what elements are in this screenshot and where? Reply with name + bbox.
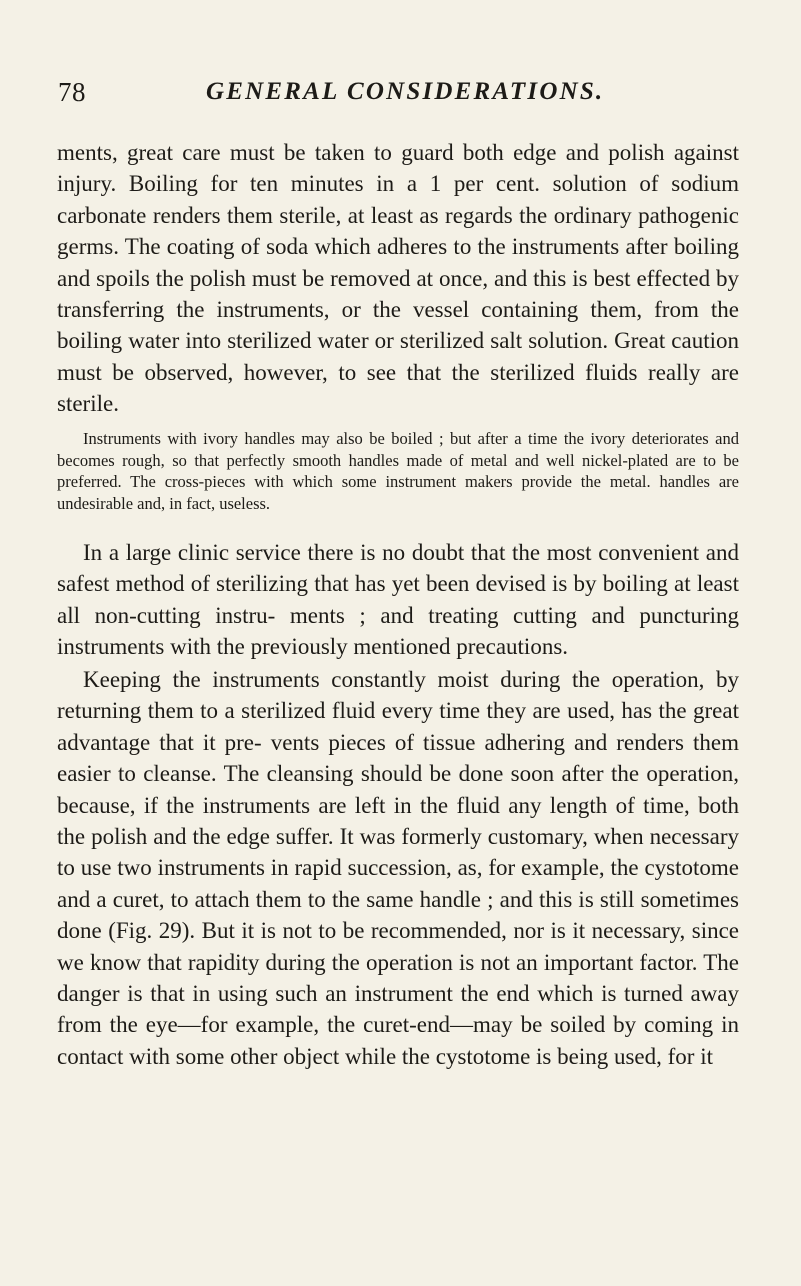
page-number: 78	[58, 77, 86, 107]
paragraph-clinic-method: In a large clinic service there is no doubt that the most convenient and safest method of sterilizing that has yet been devised is by boiling at least all non-cutting instru- ments ; and treating cutting and puncturing instruments with the previously mentioned precautions.	[57, 540, 739, 660]
running-head	[58, 76, 748, 108]
running-title: GENERAL CONSIDERATIONS.	[206, 78, 605, 105]
paragraph-sterilization-boiling: ments, great care must be taken to guard both edge and polish against injury. Boiling for ten minutes in a 1 per cent. solution of sodium carbonate renders them sterile, at least as regards the ordinary pathogenic germs. The coating of soda which adheres to the instruments after boiling and spoils the polish must be removed at once, and this is best effected by transferring the instruments, or the vessel containing them, from the boiling water into sterilized water or sterilized salt solution. Great caution must be observed, however, to see that the sterilized fluids really are sterile.	[57, 140, 739, 417]
paragraph-ivory-handles-note: Instruments with ivory handles may also be boiled ; but after a time the ivory deteriorates and becomes rough, so that perfectly smooth handles made of metal and well nickel-plated are to be preferred. The cross-pieces with which some instrument makers provide the metal. handles are undesirable and, in fact, useless.	[57, 429, 739, 513]
paragraph-keeping-instruments-moist: Keeping the instruments constantly moist during the operation, by returning them to a sterilized fluid every time they are used, has the great advantage that it pre- vents pieces of tissue adhering and renders them easier to cleanse. The cleansing should be done soon after the operation, because, if the instruments are left in the fluid any length of time, both the polish and the edge suffer. It was formerly customary, when necessary to use two instruments in rapid succession, as, for example, the cystotome and a curet, to attach them to the same handle ; and this is still sometimes done (Fig. 29). But it is not to be recommended, nor is it necessary, since we know that rapidity during the operation is not an important factor. The danger is that in using such an instrument the end which is turned away from the eye—for example, the curet-end—may be soiled by coming in contact with some other object while the cystotome is being used, for it	[57, 667, 739, 1069]
